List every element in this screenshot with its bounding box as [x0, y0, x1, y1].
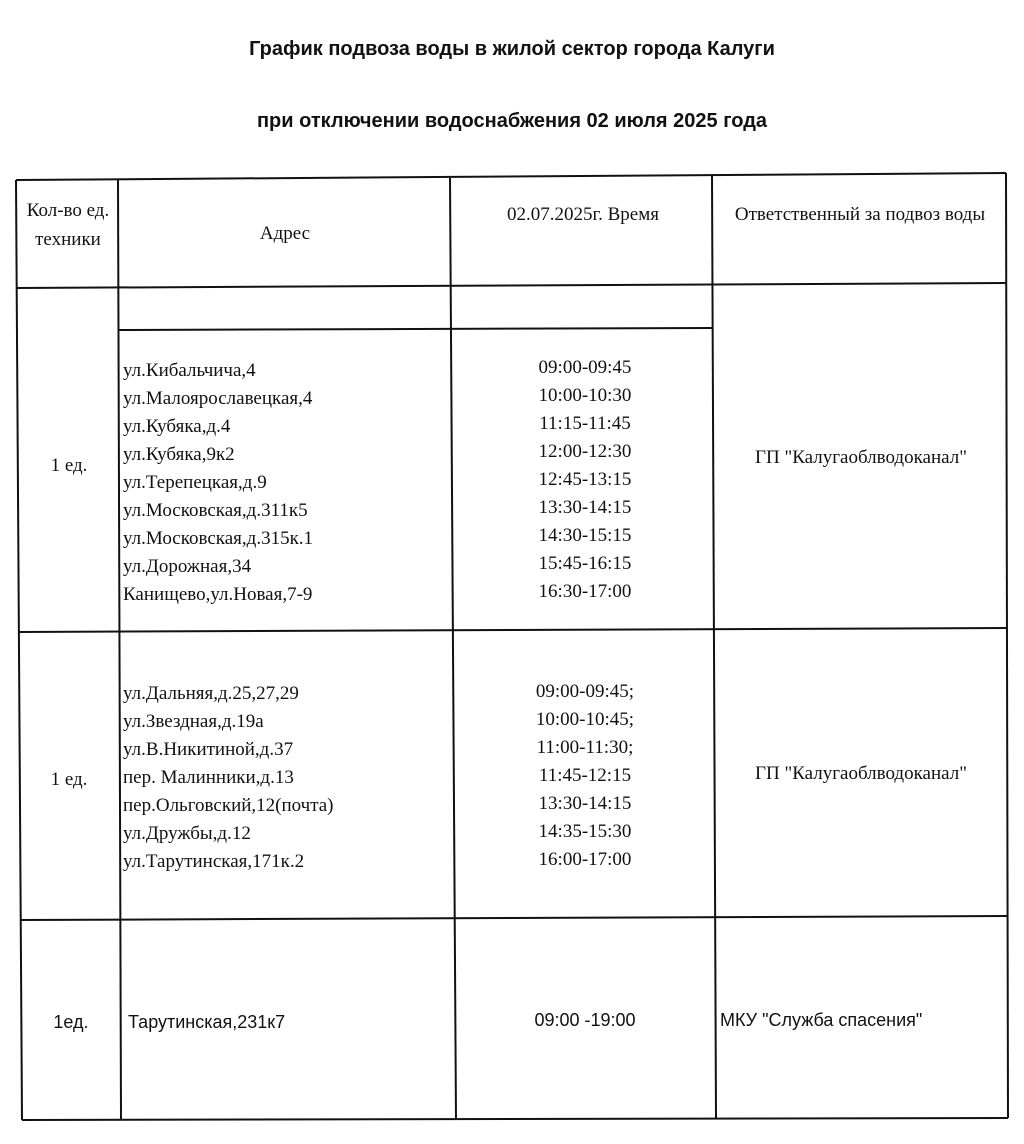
header-responsible: Ответственный за подвоз воды — [734, 204, 986, 225]
time-line: 10:00-10:45; — [535, 709, 635, 730]
address-line: ул.Московская,д.315к.1 — [123, 528, 314, 549]
row2-address-list — [123, 680, 448, 876]
time-line: 11:00-11:30; — [536, 737, 634, 758]
time-line: 11:45-12:15 — [538, 765, 632, 786]
address-line: ул.Дорожная,34 — [123, 556, 252, 577]
address-line: ул.Звездная,д.19а — [123, 711, 264, 732]
address-line: ул.Терепецкая,д.9 — [123, 472, 267, 493]
time-line: 16:00-17:00 — [538, 849, 632, 870]
time-line: 16:30-17:00 — [538, 581, 632, 602]
time-line: 13:30-14:15 — [538, 793, 632, 814]
time-line: 15:45-16:15 — [538, 553, 632, 574]
time-line: 14:30-15:15 — [538, 525, 632, 546]
row3-responsible: МКУ "Служба спасения" — [720, 1010, 923, 1030]
address-line: пер. Малинники,д.13 — [123, 767, 294, 788]
row3-count: 1ед. — [53, 1012, 89, 1032]
row3-time-list — [470, 1006, 700, 1034]
row2-time-list — [470, 678, 700, 874]
row3-address-list — [128, 1008, 453, 1036]
header-count: Кол-во ед. техники — [26, 200, 110, 250]
time-line: 09:00-09:45; — [535, 681, 635, 702]
address-line: ул.Малоярославецкая,4 — [123, 388, 313, 409]
time-line: 10:00-10:30 — [538, 385, 632, 406]
address-line: ул.Кубяка,д.4 — [123, 416, 231, 437]
row2-count: 1 ед. — [50, 769, 88, 790]
time-line: 09:00-09:45 — [538, 357, 632, 378]
time-line: 14:35-15:30 — [538, 821, 632, 842]
address-line: Канищево,ул.Новая,7-9 — [123, 584, 313, 605]
document-title: График подвоза воды в жилой сектор города Калуги — [249, 38, 775, 60]
address-line: ул.Московская,д.311к5 — [123, 500, 308, 521]
document-subtitle: при отключении водоснабжения 02 июля 2025 года — [256, 110, 768, 132]
row1-address-list — [123, 357, 448, 609]
address-line: ул.В.Никитиной,д.37 — [123, 739, 294, 760]
time-line: 09:00 -19:00 — [534, 1010, 636, 1030]
row1-responsible: ГП "Калугаоблводоканал" — [755, 447, 967, 468]
header-time: 02.07.2025г. Время — [506, 204, 660, 225]
address-line: ул.Тарутинская,171к.2 — [123, 851, 305, 872]
address-line: ул.Дальняя,д.25,27,29 — [123, 683, 299, 704]
row1-time-list — [470, 354, 700, 606]
time-line: 11:15-11:45 — [539, 413, 631, 434]
address-line: пер.Ольговский,12(почта) — [123, 795, 334, 816]
time-line: 12:45-13:15 — [538, 469, 632, 490]
time-line: 13:30-14:15 — [538, 497, 632, 518]
row2-responsible: ГП "Калугаоблводоканал" — [755, 763, 967, 784]
address-line: ул.Кубяка,9к2 — [123, 444, 235, 465]
address-line: Тарутинская,231к7 — [128, 1012, 286, 1032]
time-line: 12:00-12:30 — [538, 441, 632, 462]
address-line: ул.Дружбы,д.12 — [123, 823, 251, 844]
header-address: Адрес — [259, 223, 311, 244]
address-line: ул.Кибальчича,4 — [123, 360, 256, 381]
row1-count: 1 ед. — [50, 455, 88, 476]
